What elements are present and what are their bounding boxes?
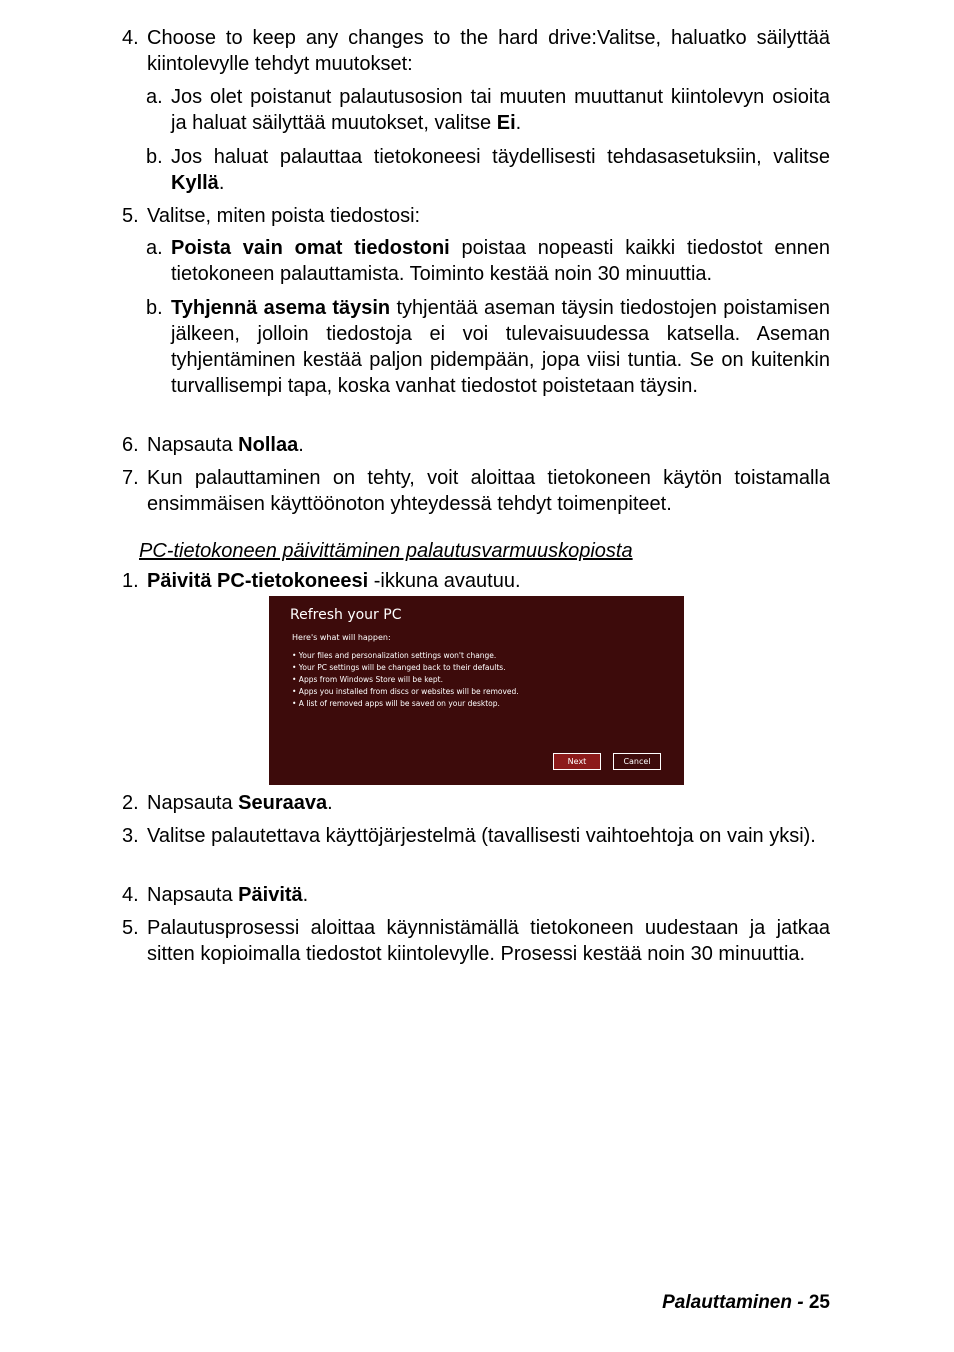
item-letter: a. bbox=[146, 86, 163, 108]
list-item-4a bbox=[146, 84, 830, 136]
option-ei: Ei bbox=[496, 112, 516, 134]
list-item-b5 bbox=[122, 915, 830, 967]
list-item-4b bbox=[146, 144, 830, 196]
option-remove-files: Poista vain omat tiedostoni bbox=[171, 237, 450, 259]
item-text: Napsauta Nollaa. bbox=[147, 434, 304, 456]
screenshot-intro: Here's what will happen: bbox=[292, 633, 391, 642]
list-item-6 bbox=[122, 432, 830, 458]
page-number: 25 bbox=[808, 1292, 830, 1313]
next-button[interactable]: Next bbox=[553, 753, 601, 770]
list-item-4 bbox=[122, 25, 830, 77]
item-number: 6. bbox=[122, 434, 139, 456]
list-item-b3 bbox=[122, 823, 830, 849]
window-name: Päivitä PC-tietokoneesi bbox=[147, 570, 369, 592]
item-text: Tyhjennä asema täysin tyhjentää aseman täysin tiedostojen poistamisen jälkeen, jolloin tiedostoja ei voi tulevaisuudessa katsella. Aseman tyhjentäminen kestää paljon pidempään, jopa viisi tuntia. Se on kuitenkin turvallisempi tapa, koska vanhat tiedostot poistetaan täysin. bbox=[171, 297, 830, 397]
section-heading: PC-tietokoneen päivittäminen palautusvarmuuskopiosta bbox=[139, 540, 633, 562]
item-number: 4. bbox=[122, 27, 139, 49]
item-text: Napsauta Seuraava. bbox=[147, 792, 333, 814]
list-item-5 bbox=[122, 203, 830, 229]
option-seuraava: Seuraava bbox=[238, 792, 328, 814]
screenshot-bullets bbox=[292, 650, 519, 710]
footer-section-label: Palauttaminen - bbox=[662, 1292, 809, 1313]
item-text: Choose to keep any changes to the hard drive:Valitse, haluatko säilyttää kiintolevylle tehdyt muutokset: bbox=[147, 27, 830, 75]
item-text: Valitse, miten poista tiedostosi: bbox=[147, 205, 421, 227]
item-text: Kun palauttaminen on tehty, voit aloittaa tietokoneen käytön toistamalla ensimmäisen käyttöönoton yhteydessä tehdyt toimenpiteet. bbox=[147, 467, 830, 515]
screenshot-bullet: • Your files and personalization settings won't change. bbox=[292, 651, 497, 660]
item-number: 4. bbox=[122, 884, 139, 906]
list-item-b1 bbox=[122, 568, 830, 594]
screenshot-title: Refresh your PC bbox=[290, 607, 402, 623]
item-number: 7. bbox=[122, 467, 139, 489]
item-text: Jos olet poistanut palautusosion tai muuten muuttanut kiintolevyn osioita ja haluat säilyttää muutokset, valitse Ei. bbox=[171, 86, 830, 134]
item-text: Päivitä PC-tietokoneesi -ikkuna avautuu. bbox=[147, 570, 521, 592]
list-item-5a bbox=[146, 235, 830, 287]
item-text: Valitse palautettava käyttöjärjestelmä (tavallisesti vaihtoehtoja on vain yksi). bbox=[147, 825, 816, 847]
item-number: 5. bbox=[122, 205, 139, 227]
item-letter: b. bbox=[146, 146, 163, 168]
item-number: 2. bbox=[122, 792, 139, 814]
item-letter: a. bbox=[146, 237, 163, 259]
item-number: 5. bbox=[122, 917, 139, 939]
item-letter: b. bbox=[146, 297, 163, 319]
refresh-pc-screenshot bbox=[269, 596, 684, 785]
page-footer bbox=[662, 1290, 830, 1316]
option-nollaa: Nollaa bbox=[238, 434, 299, 456]
screenshot-bullet: • Apps you installed from discs or websites will be removed. bbox=[292, 687, 519, 696]
item-text: Napsauta Päivitä. bbox=[147, 884, 309, 906]
option-clean-drive: Tyhjennä asema täysin bbox=[171, 297, 391, 319]
option-kylla: Kyllä bbox=[171, 172, 219, 194]
item-number: 1. bbox=[122, 570, 139, 592]
list-item-5b bbox=[146, 295, 830, 399]
list-item-b4 bbox=[122, 882, 830, 908]
screenshot-bullet: • Your PC settings will be changed back to their defaults. bbox=[292, 663, 506, 672]
screenshot-bullet: • A list of removed apps will be saved on your desktop. bbox=[292, 699, 500, 708]
screenshot-bullet: • Apps from Windows Store will be kept. bbox=[292, 675, 443, 684]
cancel-button[interactable]: Cancel bbox=[613, 753, 661, 770]
item-number: 3. bbox=[122, 825, 139, 847]
list-item-7 bbox=[122, 465, 830, 517]
option-paivita: Päivitä bbox=[238, 884, 303, 906]
list-item-b2 bbox=[122, 790, 830, 816]
item-text: Jos haluat palauttaa tietokoneesi täydellisesti tehdasasetuksiin, valitse Kyllä. bbox=[171, 146, 830, 194]
item-text: Poista vain omat tiedostoni poistaa nopeasti kaikki tiedostot ennen tietokoneen palauttamista. Toiminto kestää noin 30 minuuttia. bbox=[171, 237, 830, 285]
item-text: Palautusprosessi aloittaa käynnistämällä tietokoneen uudestaan ja jatkaa sitten kopioimalla tiedostot kiintolevylle. Prosessi kestää noin 30 minuuttia. bbox=[147, 917, 830, 965]
